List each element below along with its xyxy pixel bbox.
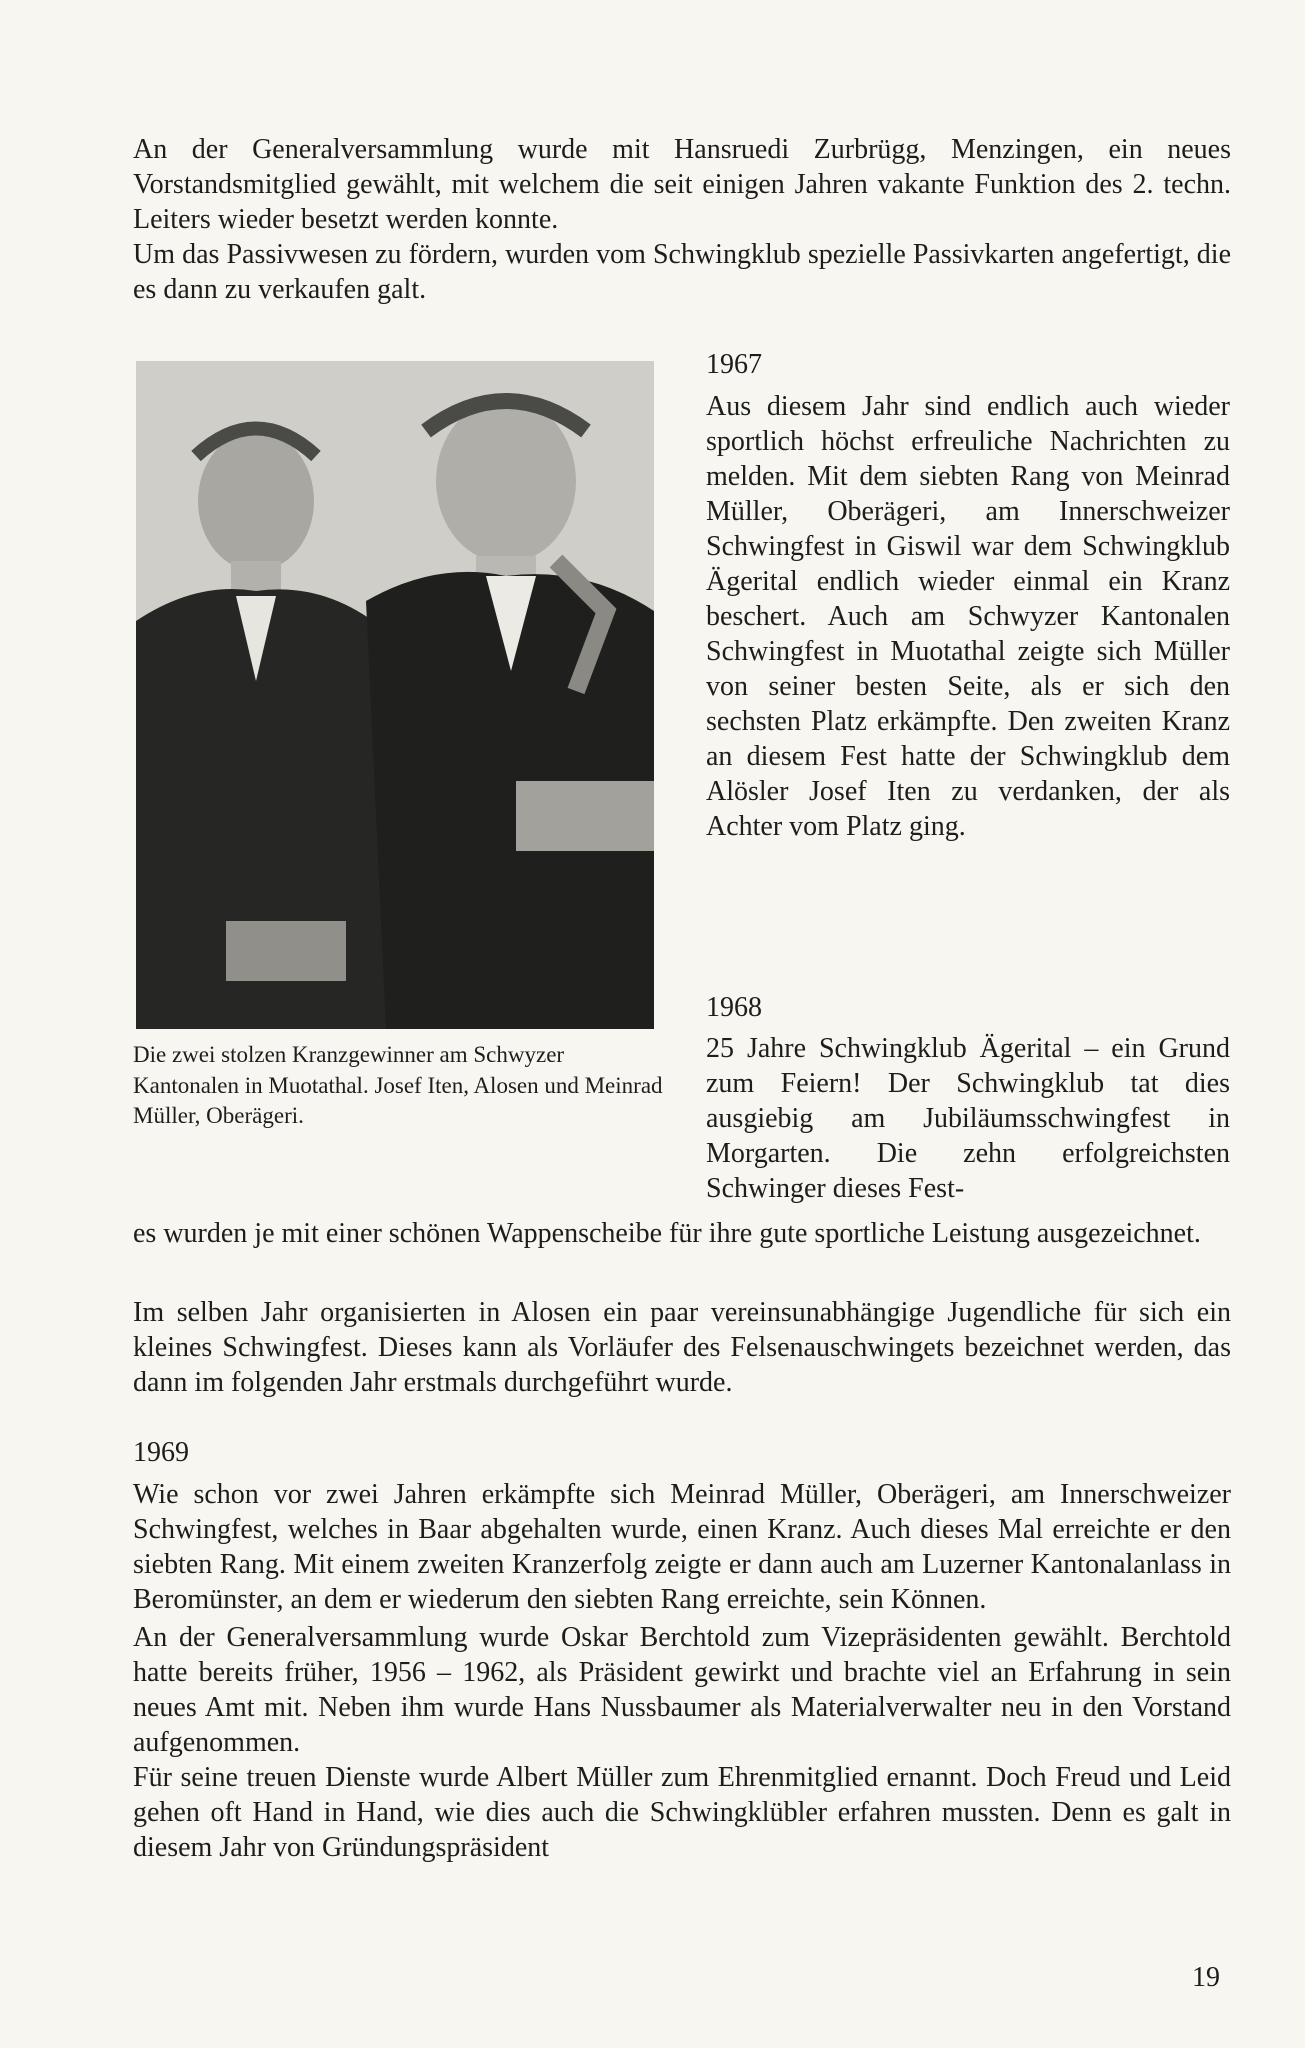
year-heading-1968: 1968 [706, 992, 762, 1023]
intro-paragraph-2: Um das Passivwesen zu fördern, wurden vom Schwingklub spezielle Passivkarten angefertigt, die es dann zu verkaufen galt. [133, 239, 1231, 305]
paragraph-1968-column: 25 Jahre Schwingklub Ägerital – ein Grund zum Feiern! Der Schwingklub tat dies ausgiebig am Jubiläumsschwingfest in Morgarten. Die zehn erfolgreichsten Schwinger dieses Fest- [706, 1033, 1230, 1204]
photo-caption: Die zwei stolzen Kranzgewinner am Schwyzer Kantonalen in Muotathal. Josef Iten, Alosen und Meinrad Müller, Oberägeri. [133, 1042, 663, 1129]
paragraph-1969-1: Wie schon vor zwei Jahren erkämpfte sich Meinrad Müller, Oberägeri, am Innerschweizer Schwingfest, welches in Baar abgehalten wurde, einen Kranz. Auch dieses Mal erreichte er den siebten Rang. Mit einem zweiten Kranzerfolg zeigte er dann auch am Luzerner Kantonalanlass in Beromünster, an dem er wiederum den siebten Rang erreichte, sein Können. [133, 1479, 1231, 1615]
paragraph-1968-continued: es wurden je mit einer schönen Wappenscheibe für ihre gute sportliche Leistung ausgezeichnet. [133, 1218, 1201, 1249]
intro-paragraph-1: An der Generalversammlung wurde mit Hansruedi Zurbrügg, Menzingen, ein neues Vorstandsmitglied gewählt, mit welchem die seit einigen Jahren vakante Funktion des 2. techn. Leiters wieder besetzt werden konnte. [133, 134, 1231, 235]
photo-kranzgewinner [136, 361, 654, 1029]
year-heading-1967: 1967 [706, 349, 762, 380]
paragraph-1967: Aus diesem Jahr sind endlich auch wieder sportlich höchst erfreuliche Nachrichten zu melden. Mit dem siebten Rang von Meinrad Müller, Oberägeri, am Innerschweizer Schwingfest in Giswil war dem Schwingklub Ägerital endlich wieder einmal ein Kranz beschert. Auch am Schwyzer Kantonalen Schwingfest in Muotathal zeigte sich Müller von seiner besten Seite, als er sich den sechsten Platz erkämpfte. Den zweiten Kranz an diesem Fest hatte der Schwingklub dem Alösler Josef Iten zu verdanken, der als Achter vom Platz ging. [706, 391, 1230, 842]
year-heading-1969: 1969 [133, 1437, 189, 1468]
page-number: 19 [1192, 1962, 1220, 1993]
paragraph-1969-3: Für seine treuen Dienste wurde Albert Müller zum Ehrenmitglied ernannt. Doch Freud und Leid gehen oft Hand in Hand, wie dies auch die Schwingklübler erfahren mussten. Denn es galt in diesem Jahr von Gründungspräsident [133, 1762, 1231, 1863]
paragraph-1969-2: An der Generalversammlung wurde Oskar Berchtold zum Vizepräsidenten gewählt. Berchtold hatte bereits früher, 1956 – 1962, als Präsident gewirkt und brachte viel an Erfahrung in sein neues Amt mit. Neben ihm wurde Hans Nussbaumer als Materialverwalter neu in den Vorstand aufgenommen. [133, 1622, 1231, 1758]
paragraph-1968-2: Im selben Jahr organisierten in Alosen ein paar vereinsunabhängige Jugendliche für sich ein kleines Schwingfest. Dieses kann als Vorläufer des Felsenauschwingets bezeichnet werden, das dann im folgenden Jahr erstmals durchgeführt wurde. [133, 1297, 1231, 1398]
